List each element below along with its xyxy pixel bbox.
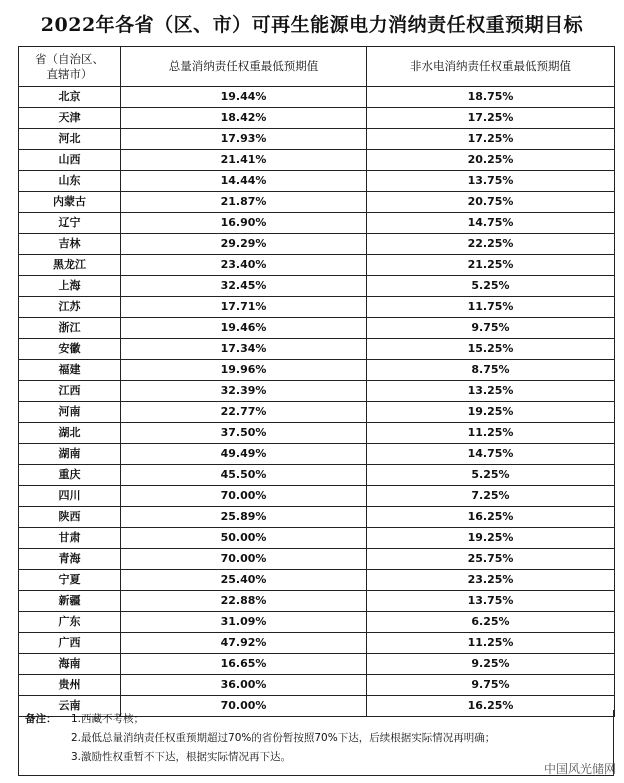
header-province: 省（自治区、 直辖市） [19, 47, 121, 87]
cell-province: 河南 [19, 402, 121, 423]
cell-total-weight: 25.40% [121, 570, 367, 591]
cell-province: 黑龙江 [19, 255, 121, 276]
cell-total-weight: 45.50% [121, 465, 367, 486]
cell-total-weight: 21.41% [121, 150, 367, 171]
cell-total-weight: 36.00% [121, 675, 367, 696]
cell-province: 江苏 [19, 297, 121, 318]
cell-province: 宁夏 [19, 570, 121, 591]
cell-non-hydro-weight: 9.25% [367, 654, 615, 675]
cell-total-weight: 17.34% [121, 339, 367, 360]
cell-non-hydro-weight: 16.25% [367, 507, 615, 528]
table-row [19, 507, 615, 528]
table-row [19, 276, 615, 297]
cell-total-weight: 70.00% [121, 549, 367, 570]
cell-province: 广东 [19, 612, 121, 633]
table-row [19, 360, 615, 381]
notes-box [18, 710, 614, 776]
header-total-weight: 总量消纳责任权重最低预期值 [121, 47, 367, 87]
cell-province: 辽宁 [19, 213, 121, 234]
cell-province: 陕西 [19, 507, 121, 528]
cell-province: 北京 [19, 87, 121, 108]
cell-total-weight: 47.92% [121, 633, 367, 654]
cell-province: 云南 [19, 696, 121, 717]
table-row [19, 528, 615, 549]
table-row [19, 108, 615, 129]
cell-non-hydro-weight: 17.25% [367, 129, 615, 150]
cell-province: 上海 [19, 276, 121, 297]
cell-non-hydro-weight: 8.75% [367, 360, 615, 381]
cell-province: 青海 [19, 549, 121, 570]
cell-non-hydro-weight: 13.75% [367, 171, 615, 192]
target-table [18, 46, 615, 717]
table-row [19, 591, 615, 612]
cell-province: 湖北 [19, 423, 121, 444]
cell-province: 江西 [19, 381, 121, 402]
notes-label: 备注： [25, 713, 57, 725]
cell-total-weight: 17.71% [121, 297, 367, 318]
cell-total-weight: 49.49% [121, 444, 367, 465]
cell-province: 四川 [19, 486, 121, 507]
cell-non-hydro-weight: 19.25% [367, 528, 615, 549]
table-row [19, 675, 615, 696]
cell-province: 内蒙古 [19, 192, 121, 213]
table-row [19, 381, 615, 402]
cell-non-hydro-weight: 13.75% [367, 591, 615, 612]
cell-total-weight: 19.96% [121, 360, 367, 381]
table-row [19, 297, 615, 318]
table-row [19, 150, 615, 171]
cell-province: 吉林 [19, 234, 121, 255]
cell-province: 海南 [19, 654, 121, 675]
cell-province: 福建 [19, 360, 121, 381]
table-row [19, 255, 615, 276]
cell-non-hydro-weight: 6.25% [367, 612, 615, 633]
cell-non-hydro-weight: 15.25% [367, 339, 615, 360]
cell-province: 安徽 [19, 339, 121, 360]
table-row [19, 318, 615, 339]
watermark: 中国风光储网 [543, 762, 616, 776]
table-row [19, 612, 615, 633]
cell-non-hydro-weight: 11.75% [367, 297, 615, 318]
cell-non-hydro-weight: 17.25% [367, 108, 615, 129]
cell-non-hydro-weight: 23.25% [367, 570, 615, 591]
table-header-row [19, 47, 615, 87]
table-row [19, 129, 615, 150]
table-row [19, 444, 615, 465]
cell-non-hydro-weight: 14.75% [367, 444, 615, 465]
table-row [19, 192, 615, 213]
table-row [19, 402, 615, 423]
cell-non-hydro-weight: 5.25% [367, 465, 615, 486]
cell-non-hydro-weight: 16.25% [367, 696, 615, 717]
cell-total-weight: 19.46% [121, 318, 367, 339]
cell-non-hydro-weight: 20.75% [367, 192, 615, 213]
cell-non-hydro-weight: 7.25% [367, 486, 615, 507]
note-item: 3.激励性权重暂不下达，根据实际情况再下达。 [71, 751, 292, 763]
table-row [19, 549, 615, 570]
cell-non-hydro-weight: 18.75% [367, 87, 615, 108]
cell-province: 湖南 [19, 444, 121, 465]
table-row [19, 171, 615, 192]
table-row [19, 213, 615, 234]
cell-total-weight: 19.44% [121, 87, 367, 108]
cell-province: 山西 [19, 150, 121, 171]
cell-total-weight: 17.93% [121, 129, 367, 150]
cell-province: 河北 [19, 129, 121, 150]
cell-total-weight: 25.89% [121, 507, 367, 528]
cell-total-weight: 22.77% [121, 402, 367, 423]
cell-total-weight: 70.00% [121, 696, 367, 717]
cell-province: 新疆 [19, 591, 121, 612]
table-row [19, 234, 615, 255]
cell-non-hydro-weight: 20.25% [367, 150, 615, 171]
cell-non-hydro-weight: 22.25% [367, 234, 615, 255]
table-row [19, 570, 615, 591]
cell-total-weight: 32.39% [121, 381, 367, 402]
cell-non-hydro-weight: 19.25% [367, 402, 615, 423]
page-title: 2022年各省（区、市）可再生能源电力消纳责任权重预期目标 [40, 14, 584, 36]
table-row [19, 633, 615, 654]
cell-province: 甘肃 [19, 528, 121, 549]
cell-total-weight: 29.29% [121, 234, 367, 255]
cell-non-hydro-weight: 9.75% [367, 318, 615, 339]
table-row [19, 339, 615, 360]
note-item: 2.最低总量消纳责任权重预期超过70%的省份暂按照70%下达，后续根据实际情况再明确； [71, 732, 496, 744]
cell-province: 贵州 [19, 675, 121, 696]
cell-province: 广西 [19, 633, 121, 654]
table-row [19, 423, 615, 444]
cell-province: 重庆 [19, 465, 121, 486]
cell-total-weight: 50.00% [121, 528, 367, 549]
cell-non-hydro-weight: 21.25% [367, 255, 615, 276]
cell-total-weight: 70.00% [121, 486, 367, 507]
header-non-hydro-weight: 非水电消纳责任权重最低预期值 [367, 47, 615, 87]
table-row [19, 654, 615, 675]
cell-total-weight: 16.90% [121, 213, 367, 234]
cell-non-hydro-weight: 13.25% [367, 381, 615, 402]
table-row [19, 465, 615, 486]
cell-non-hydro-weight: 5.25% [367, 276, 615, 297]
table-body [19, 87, 615, 717]
cell-non-hydro-weight: 11.25% [367, 423, 615, 444]
cell-total-weight: 23.40% [121, 255, 367, 276]
cell-province: 山东 [19, 171, 121, 192]
cell-province: 浙江 [19, 318, 121, 339]
cell-total-weight: 14.44% [121, 171, 367, 192]
cell-total-weight: 22.88% [121, 591, 367, 612]
cell-non-hydro-weight: 25.75% [367, 549, 615, 570]
table-row [19, 87, 615, 108]
cell-non-hydro-weight: 14.75% [367, 213, 615, 234]
cell-total-weight: 16.65% [121, 654, 367, 675]
cell-non-hydro-weight: 11.25% [367, 633, 615, 654]
table-row [19, 486, 615, 507]
note-item: 1.西藏不考核； [71, 713, 145, 725]
cell-non-hydro-weight: 9.75% [367, 675, 615, 696]
cell-total-weight: 31.09% [121, 612, 367, 633]
cell-total-weight: 21.87% [121, 192, 367, 213]
cell-total-weight: 37.50% [121, 423, 367, 444]
cell-total-weight: 32.45% [121, 276, 367, 297]
cell-province: 天津 [19, 108, 121, 129]
cell-total-weight: 18.42% [121, 108, 367, 129]
